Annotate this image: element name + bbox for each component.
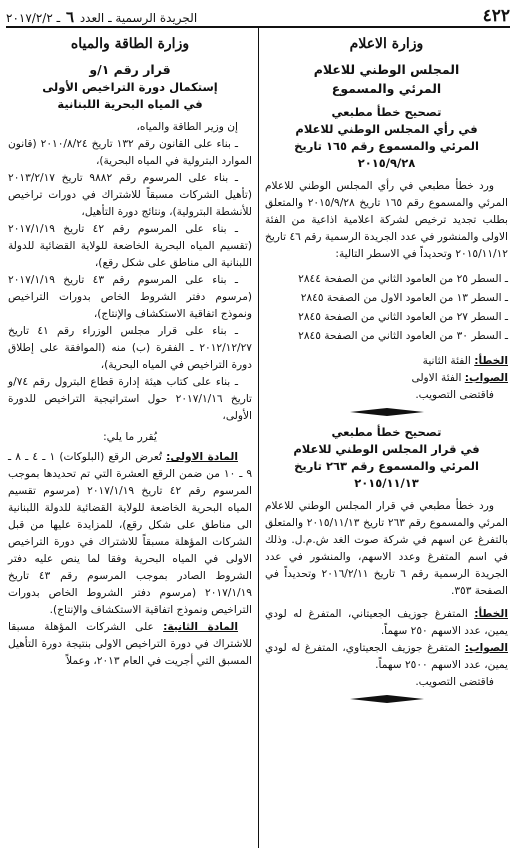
council-heading-line1: المجلس الوطني للاعلام bbox=[313, 62, 460, 77]
article-2-text: على الشركات المؤهلة مسبقا للاشتراك في دورة التراخيص الاولى بنتيجة دورة التأهيل المسبق التي أجريت في العام ٢٠١٣، وعملاً bbox=[8, 621, 252, 667]
correction1-body: ورد خطأ مطبعي في رأي المجلس الوطني للاعلام المرئي والمسموع رقم ١٦٥ تاريخ ٢٠١٥/٩/٢٨ والمتعلق بطلب تجديد ترخيص لشركة اعلامية اذاعية من الفئة الاولى والمنشور في عدد الجريدة الرسمية رقم ٤٦ تاريخ ٢٠١٥/١١/١٢ وتحديداً في الاسطر التالية: bbox=[265, 180, 508, 260]
correction2-title: تصحيح خطأ مطبعي bbox=[331, 425, 442, 439]
correction1-error bbox=[265, 353, 508, 370]
correction1-line: ـ السطر ٢٧ من العامود الثاني من الصفحة ٢٨٤٥ bbox=[298, 311, 508, 323]
error-label: الخطأ: bbox=[474, 355, 508, 367]
section-separator-icon bbox=[350, 695, 424, 703]
recital: ـ بناء على كتاب هيئة إدارة قطاع البترول رقم ٧٤/و تاريخ ٢٠١٧/١/١٦ حول استراتيجية التراخيص للدورة الأولى، bbox=[8, 376, 252, 422]
article-2-label: المادة الثانية: bbox=[163, 621, 239, 633]
correction1-correct bbox=[265, 370, 508, 387]
page-header bbox=[6, 4, 510, 28]
correction2-subtitle-line1: في قرار المجلس الوطني للاعلام bbox=[293, 442, 480, 456]
council-heading-line2: المرئي والمسموع bbox=[331, 81, 442, 96]
correction1-subtitle-line1: في رأي المجلس الوطني للاعلام bbox=[295, 122, 478, 136]
article-2 bbox=[8, 619, 252, 670]
correct-label: الصواب: bbox=[464, 642, 508, 654]
decision-number: قرار رقم ١/و bbox=[89, 62, 171, 77]
correction1-line: ـ السطر ٢٥ من العامود الثاني من الصفحة ٢٨٤٤ bbox=[298, 273, 508, 285]
right-column bbox=[258, 28, 510, 848]
error-text: المتفرغ جوزيف الجعيتاني، المتفرغ له لودي يمين، عدد الاسهم ٢٥٠ سهماً. bbox=[265, 608, 508, 637]
ministry-heading: وزارة الاعلام bbox=[349, 36, 424, 52]
issue-number: ٦ bbox=[65, 8, 74, 26]
correction1-title: تصحيح خطأ مطبعي bbox=[331, 105, 442, 119]
recital: ـ بناء على المرسوم رقم ٩٨٨٢ تاريخ ٢٠١٣/٢/١٧ (تأهيل الشركات مسبقاً للاشتراك في دورات تراخيص للأنشطة البترولية)، ونتائج دورة التأهيل، bbox=[8, 172, 252, 218]
issue-date: ـ ٢٠١٧/٢/٢ bbox=[6, 11, 61, 25]
decides-line: يُقرر ما يلي: bbox=[103, 431, 157, 443]
recital: ـ بناء على المرسوم رقم ٤٢ تاريخ ٢٠١٧/١/١٩ (تقسيم المياه البحرية الخاضعة للولاية القضائية للدولة اللبنانية الى مناطق على شكل رقع)، bbox=[8, 223, 252, 269]
correction2-subtitle-line2: المرئي والمسموع رقم ٢٦٣ تاريخ ٢٠١٥/١١/١٣ bbox=[294, 459, 479, 490]
article-1-label: المادة الاولى: bbox=[166, 451, 238, 463]
correction1-subtitle-line2: المرئي والمسموع رقم ١٦٥ تاريخ ٢٠١٥/٩/٢٨ bbox=[294, 139, 479, 170]
decision-subject-line2: في المياه البحرية اللبنانية bbox=[57, 97, 203, 111]
left-column bbox=[6, 28, 258, 848]
section-separator-icon bbox=[350, 408, 424, 416]
article-1 bbox=[8, 449, 252, 619]
correct-text: الفئة الاولى bbox=[411, 372, 462, 384]
correction1-line: ـ السطر ٣٠ من العامود الثاني من الصفحة ٢٨٤٥ bbox=[298, 330, 508, 342]
two-column-body bbox=[6, 28, 510, 848]
ministry-heading: وزارة الطاقة والمياه bbox=[70, 36, 190, 52]
correction2-error bbox=[265, 606, 508, 640]
gazette-name: الجريدة الرسمية ـ العدد bbox=[79, 11, 198, 25]
correct-label: الصواب: bbox=[464, 372, 508, 384]
error-label: الخطأ: bbox=[474, 608, 508, 620]
error-text: الفئة الثانية bbox=[422, 355, 471, 367]
correction2-closing: فاقتضى التصويب. bbox=[415, 676, 494, 688]
page-number: ٤٢٢ bbox=[482, 6, 510, 26]
correction2-body: ورد خطأ مطبعي في قرار المجلس الوطني للاعلام المرئي والمسموع رقم ٢٦٣ تاريخ ٢٠١٥/١١/١٣ والمتعلق بالتفرغ عن اسهم في شركة صوت الغد ش.م.ل. وذلك في اسم المتفرغ وعدد الاسهم، والمنشور في عدد الجريدة الرسمية رقم ٦ تاريخ ٢٠١٦/٢/١١ وتحديداً في الصفحة ٣٥٣. bbox=[265, 500, 508, 597]
correction1-closing: فاقتضى التصويب. bbox=[415, 389, 494, 401]
article-1-text: تُعرض الرقع (البلوكات) ١ ـ ٤ ـ ٨ ـ ٩ ـ ١٠ من ضمن الرقع العشرة التي تم تحديدها بموجب المرسوم رقم ٤٢ تاريخ ٢٠١٧/١/١٩ (مرسوم تقسيم المياه البحرية الخاضعة للولاية القضائية للدولة اللبنانية الى مناطق على شكل رقع)، للمزايدة عليها من قبل الشركات المؤهلة مسبقاً للاشتراك في دورة التراخيص الاولى في المياه البحرية وفقا لما ينص عليه دفتر الشروط الصادر بموجب المرسوم رقم ٤٣ تاريخ ٢٠١٧/١/١٩ (مرسوم دفتر الشروط الخاص بدورات التراخيص ونموذج اتفاقية الاستكشاف والإنتاج). bbox=[8, 451, 253, 616]
recital: ـ بناء على قرار مجلس الوزراء رقم ٤١ تاريخ ٢٠١٢/١٢/٢٧ ـ الفقرة (ب) منه (الموافقة على إطلاق دورة التراخيص في المياه البحرية)، bbox=[8, 325, 252, 371]
decision-subject-line1: إستكمال دورة التراخيص الأولى bbox=[42, 80, 218, 94]
running-header bbox=[6, 8, 197, 26]
correction2-correct bbox=[265, 640, 508, 674]
correct-text: المتفرغ جوزيف الجعيتاوي، المتفرغ له لودي يمين، عدد الاسهم ٢٥٠٠ سهماً. bbox=[265, 642, 508, 671]
decision-opening: إن وزير الطاقة والمياه، bbox=[136, 121, 238, 133]
correction1-line: ـ السطر ١٣ من العامود الاول من الصفحة ٢٨٤٥ bbox=[300, 292, 508, 304]
recital: ـ بناء على القانون رقم ١٣٢ تاريخ ٢٠١٠/٨/٢٤ (قانون الموارد البترولية في المياه البحرية)، bbox=[8, 138, 252, 167]
recital: ـ بناء على المرسوم رقم ٤٣ تاريخ ٢٠١٧/١/١٩ (مرسوم دفتر الشروط الخاص بدورات التراخيص ونموذج اتفاقية الاستكشاف والإنتاج)، bbox=[8, 274, 252, 320]
